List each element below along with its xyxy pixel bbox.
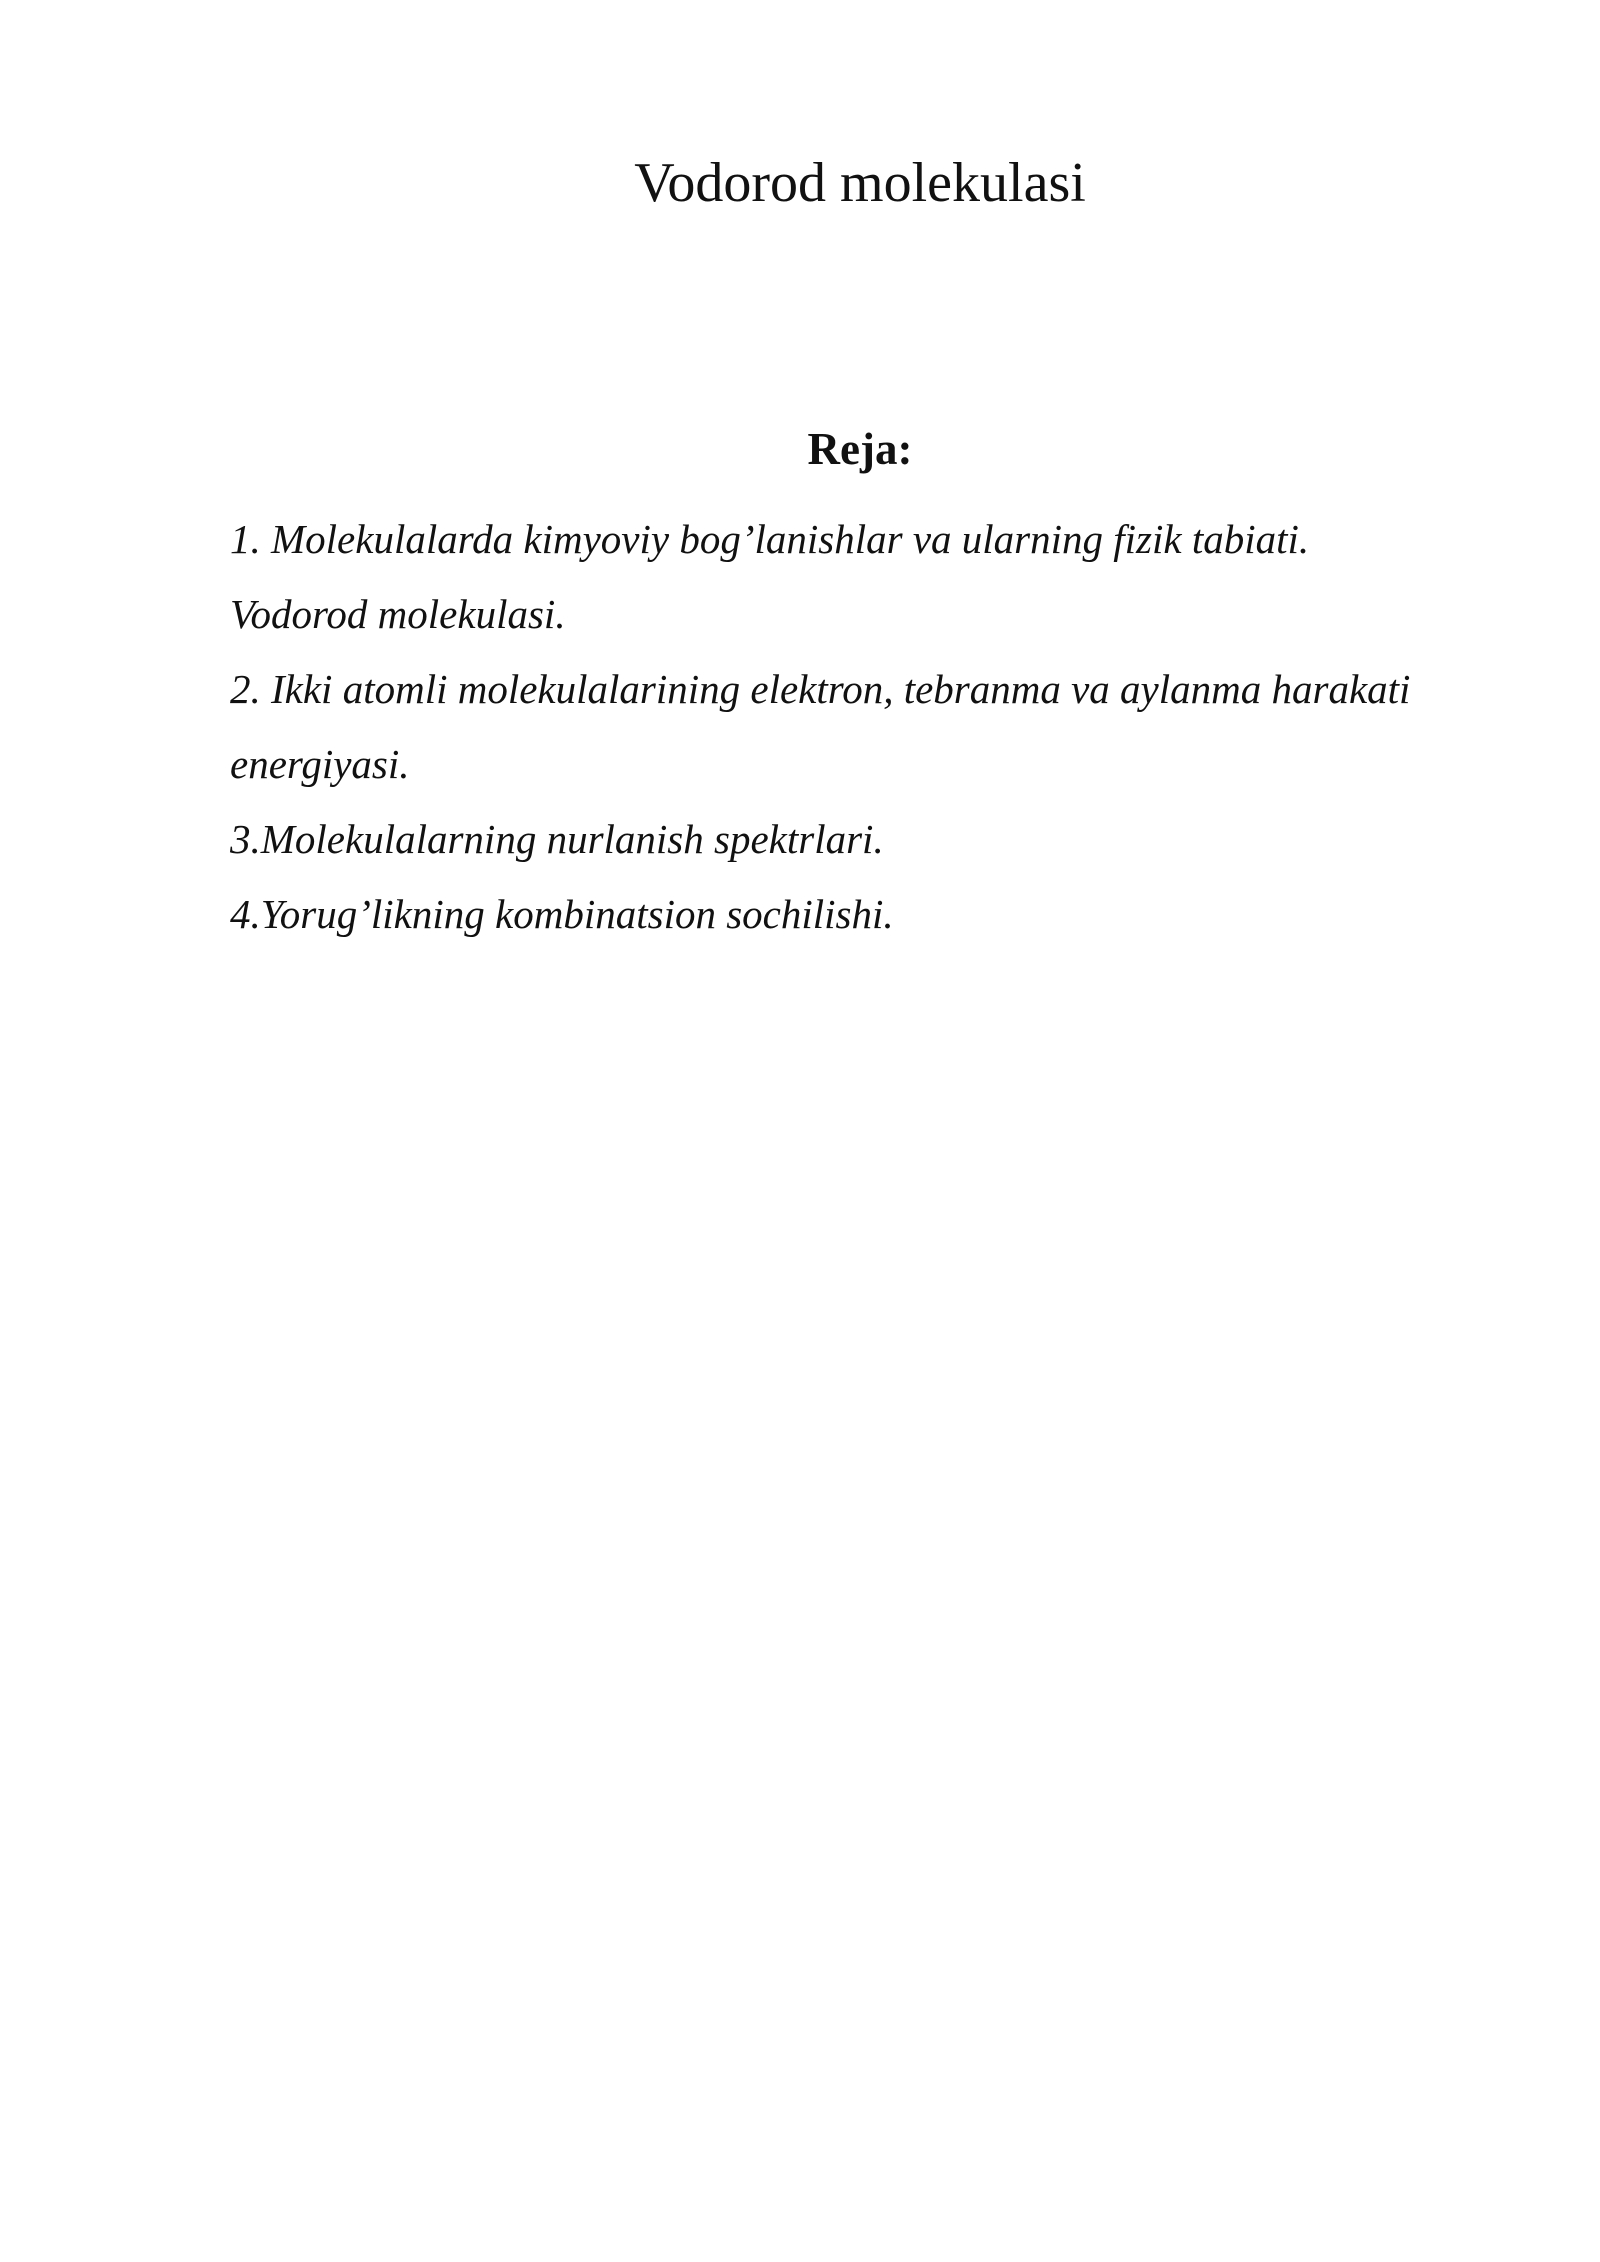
- plan-line: 2. Ikki atomli molekulalarining elektron, tebranma va aylanma harakati: [230, 666, 1411, 712]
- plan-line: 1. Molekulalarda kimyoviy bog’lanishlar va ularning fizik tabiati.: [230, 516, 1310, 562]
- plan-heading: Reja:: [807, 424, 913, 474]
- plan-line: energiyasi.: [230, 741, 410, 787]
- document-title: Vodorod molekulasi: [634, 152, 1086, 214]
- plan-line: 3.Molekulalarning nurlanish spektrlari.: [230, 816, 884, 862]
- plan-line: Vodorod molekulasi.: [230, 591, 566, 637]
- plan-line: 4.Yorug’likning kombinatsion sochilishi.: [230, 891, 894, 937]
- plan-list: [230, 502, 1530, 952]
